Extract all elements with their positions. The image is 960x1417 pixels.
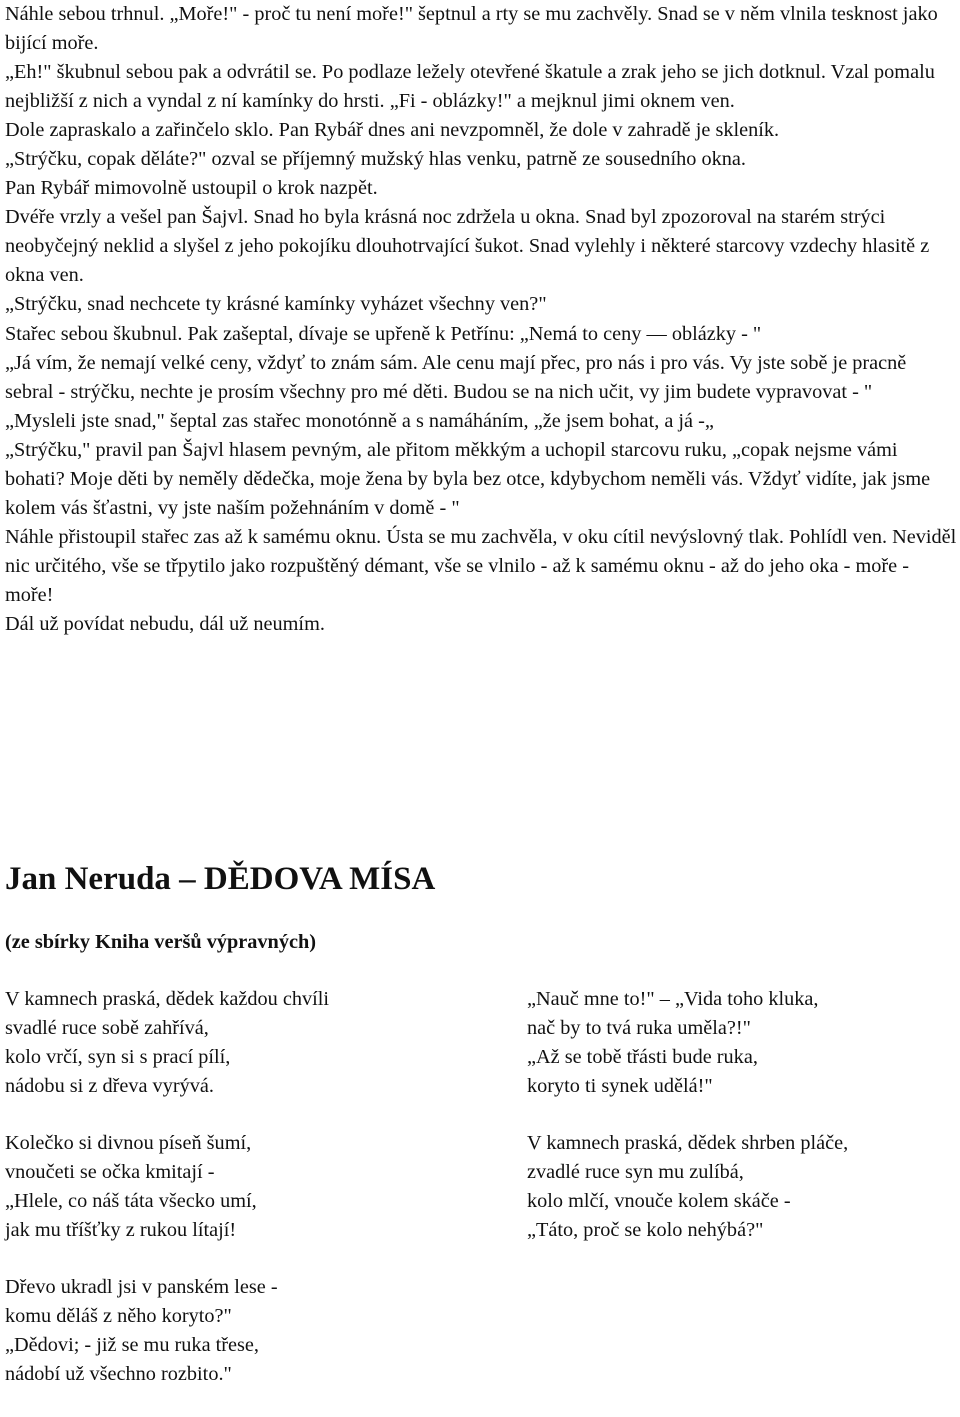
verse-line: Kolečko si divnou píseň šumí, bbox=[5, 1132, 252, 1154]
poem-left-column bbox=[5, 985, 435, 1417]
paragraph: Dál už povídat nebudu, dál už neumím. bbox=[5, 612, 325, 635]
stanza bbox=[527, 985, 957, 1101]
verse-line: zvadlé ruce syn mu zulíbá, bbox=[527, 1161, 744, 1183]
paragraph: Náhle sebou trhnul. „Moře!" - proč tu není moře!" šeptnul a rty se mu zachvěly. Snad se v něm vlnila tesknost jako bijící moře. bbox=[5, 3, 938, 55]
verse-line: nač by to tvá ruka uměla?!" bbox=[527, 1017, 751, 1039]
paragraph: „Eh!" škubnul sebou pak a odvrátil se. Po podlaze ležely otevřené škatule a zrak jeho se jich dotknul. Vzal pomalu nejbližší z nich a vyndal z ní kamínky do hrsti. „Fi - oblázky!" a mejknul jimi oknem ven. bbox=[5, 61, 935, 113]
poem-subtitle: (ze sbírky Kniha veršů výpravných) bbox=[5, 931, 316, 953]
verse-line: „Až se tobě třásti bude ruka, bbox=[527, 1046, 758, 1068]
poem-right-column bbox=[527, 985, 957, 1273]
verse-line: Dřevo ukradl jsi v panském lese - bbox=[5, 1276, 278, 1298]
verse-line: komu děláš z něho koryto?" bbox=[5, 1305, 232, 1327]
paragraph: „Strýčku, snad nechcete ty krásné kamínky vyházet všechny ven?" bbox=[5, 293, 547, 316]
stanza bbox=[5, 1129, 435, 1245]
verse-line: „Nauč mne to!" – „Vida toho kluka, bbox=[527, 988, 819, 1010]
paragraph: „Mysleli jste snad," šeptal zas stařec monotónně a s namáháním, „že jsem bohat, a já -„ bbox=[5, 409, 714, 432]
paragraph: „Já vím, že nemají velké ceny, vždyť to znám sám. Ale cenu mají přec, pro nás i pro vás. Vy jste sobě je pracně sebral - strýčku, nechte je prosím všechny pro mé děti. Budou se na nich učit, vy jim budete vypravovat - " bbox=[5, 351, 907, 403]
paragraph: Pan Rybář mimovolně ustoupil o krok nazpět. bbox=[5, 177, 378, 200]
verse-line: V kamnech praská, dědek shrben pláče, bbox=[527, 1132, 849, 1154]
paragraph: „Strýčku, copak děláte?" ozval se příjemný mužský hlas venku, patrně ze sousedního okna. bbox=[5, 148, 746, 171]
stanza bbox=[5, 1273, 435, 1389]
stanza bbox=[527, 1129, 957, 1245]
verse-line: nádobí už všechno rozbito." bbox=[5, 1363, 232, 1385]
paragraph: Stařec sebou škubnul. Pak zašeptal, dívaje se upřeně k Petřínu: „Nemá to ceny — oblázky - " bbox=[5, 322, 762, 345]
stanza bbox=[5, 985, 435, 1101]
verse-line: kolo vrčí, syn si s prací pílí, bbox=[5, 1046, 231, 1068]
verse-line: koryto ti synek udělá!" bbox=[527, 1075, 713, 1097]
verse-line: nádobu si z dřeva vyrývá. bbox=[5, 1075, 214, 1097]
paragraph: Dvéře vrzly a vešel pan Šajvl. Snad ho byla krásná noc zdržela u okna. Snad byl zpozoroval na starém strýci neobyčejný neklid a slyšel z jeho pokojíku dlouhotrvající šukot. Snad vylehly i některé starcovy vzdechy hlasitě z okna ven. bbox=[5, 206, 930, 287]
verse-line: „Táto, proč se kolo nehýbá?" bbox=[527, 1219, 764, 1241]
verse-line: jak mu tříšťky z rukou lítají! bbox=[5, 1219, 237, 1241]
verse-line: V kamnech praská, dědek každou chvíli bbox=[5, 988, 330, 1010]
verse-line: vnoučeti se očka kmitají - bbox=[5, 1161, 215, 1183]
poem-title: Jan Neruda – DĚDOVA MÍSA bbox=[5, 861, 436, 897]
verse-line: kolo mlčí, vnouče kolem skáče - bbox=[527, 1190, 791, 1212]
verse-line: „Hlele, co náš táta všecko umí, bbox=[5, 1190, 257, 1212]
paragraph: Náhle přistoupil stařec zas až k samému oknu. Ústa se mu zachvěla, v oku cítil nevýslovný tlak. Pohlídl ven. Neviděl nic určitého, vše se třpytilo jako rozpuštěný démant, vše se vlnilo - až k samému oknu - až do jeho oka - moře - moře! bbox=[5, 525, 957, 606]
paragraph: „Strýčku," pravil pan Šajvl hlasem pevným, ale přitom měkkým a uchopil starcovu ruku, „copak nejsme vámi bohati? Moje děti by neměly dědečka, moje žena by byla bez otce, kdybychom neměli vás. Vždyť vidíte, jak jsme kolem vás šťastni, vy jste naším požehnáním v domě - " bbox=[5, 438, 931, 519]
verse-line: svadlé ruce sobě zahřívá, bbox=[5, 1017, 209, 1039]
paragraph: Dole zapraskalo a zařinčelo sklo. Pan Rybář dnes ani nevzpomněl, že dole v zahradě je skleník. bbox=[5, 119, 780, 142]
verse-line: „Dědovi; - již se mu ruka třese, bbox=[5, 1334, 259, 1356]
story-text bbox=[5, 0, 957, 639]
